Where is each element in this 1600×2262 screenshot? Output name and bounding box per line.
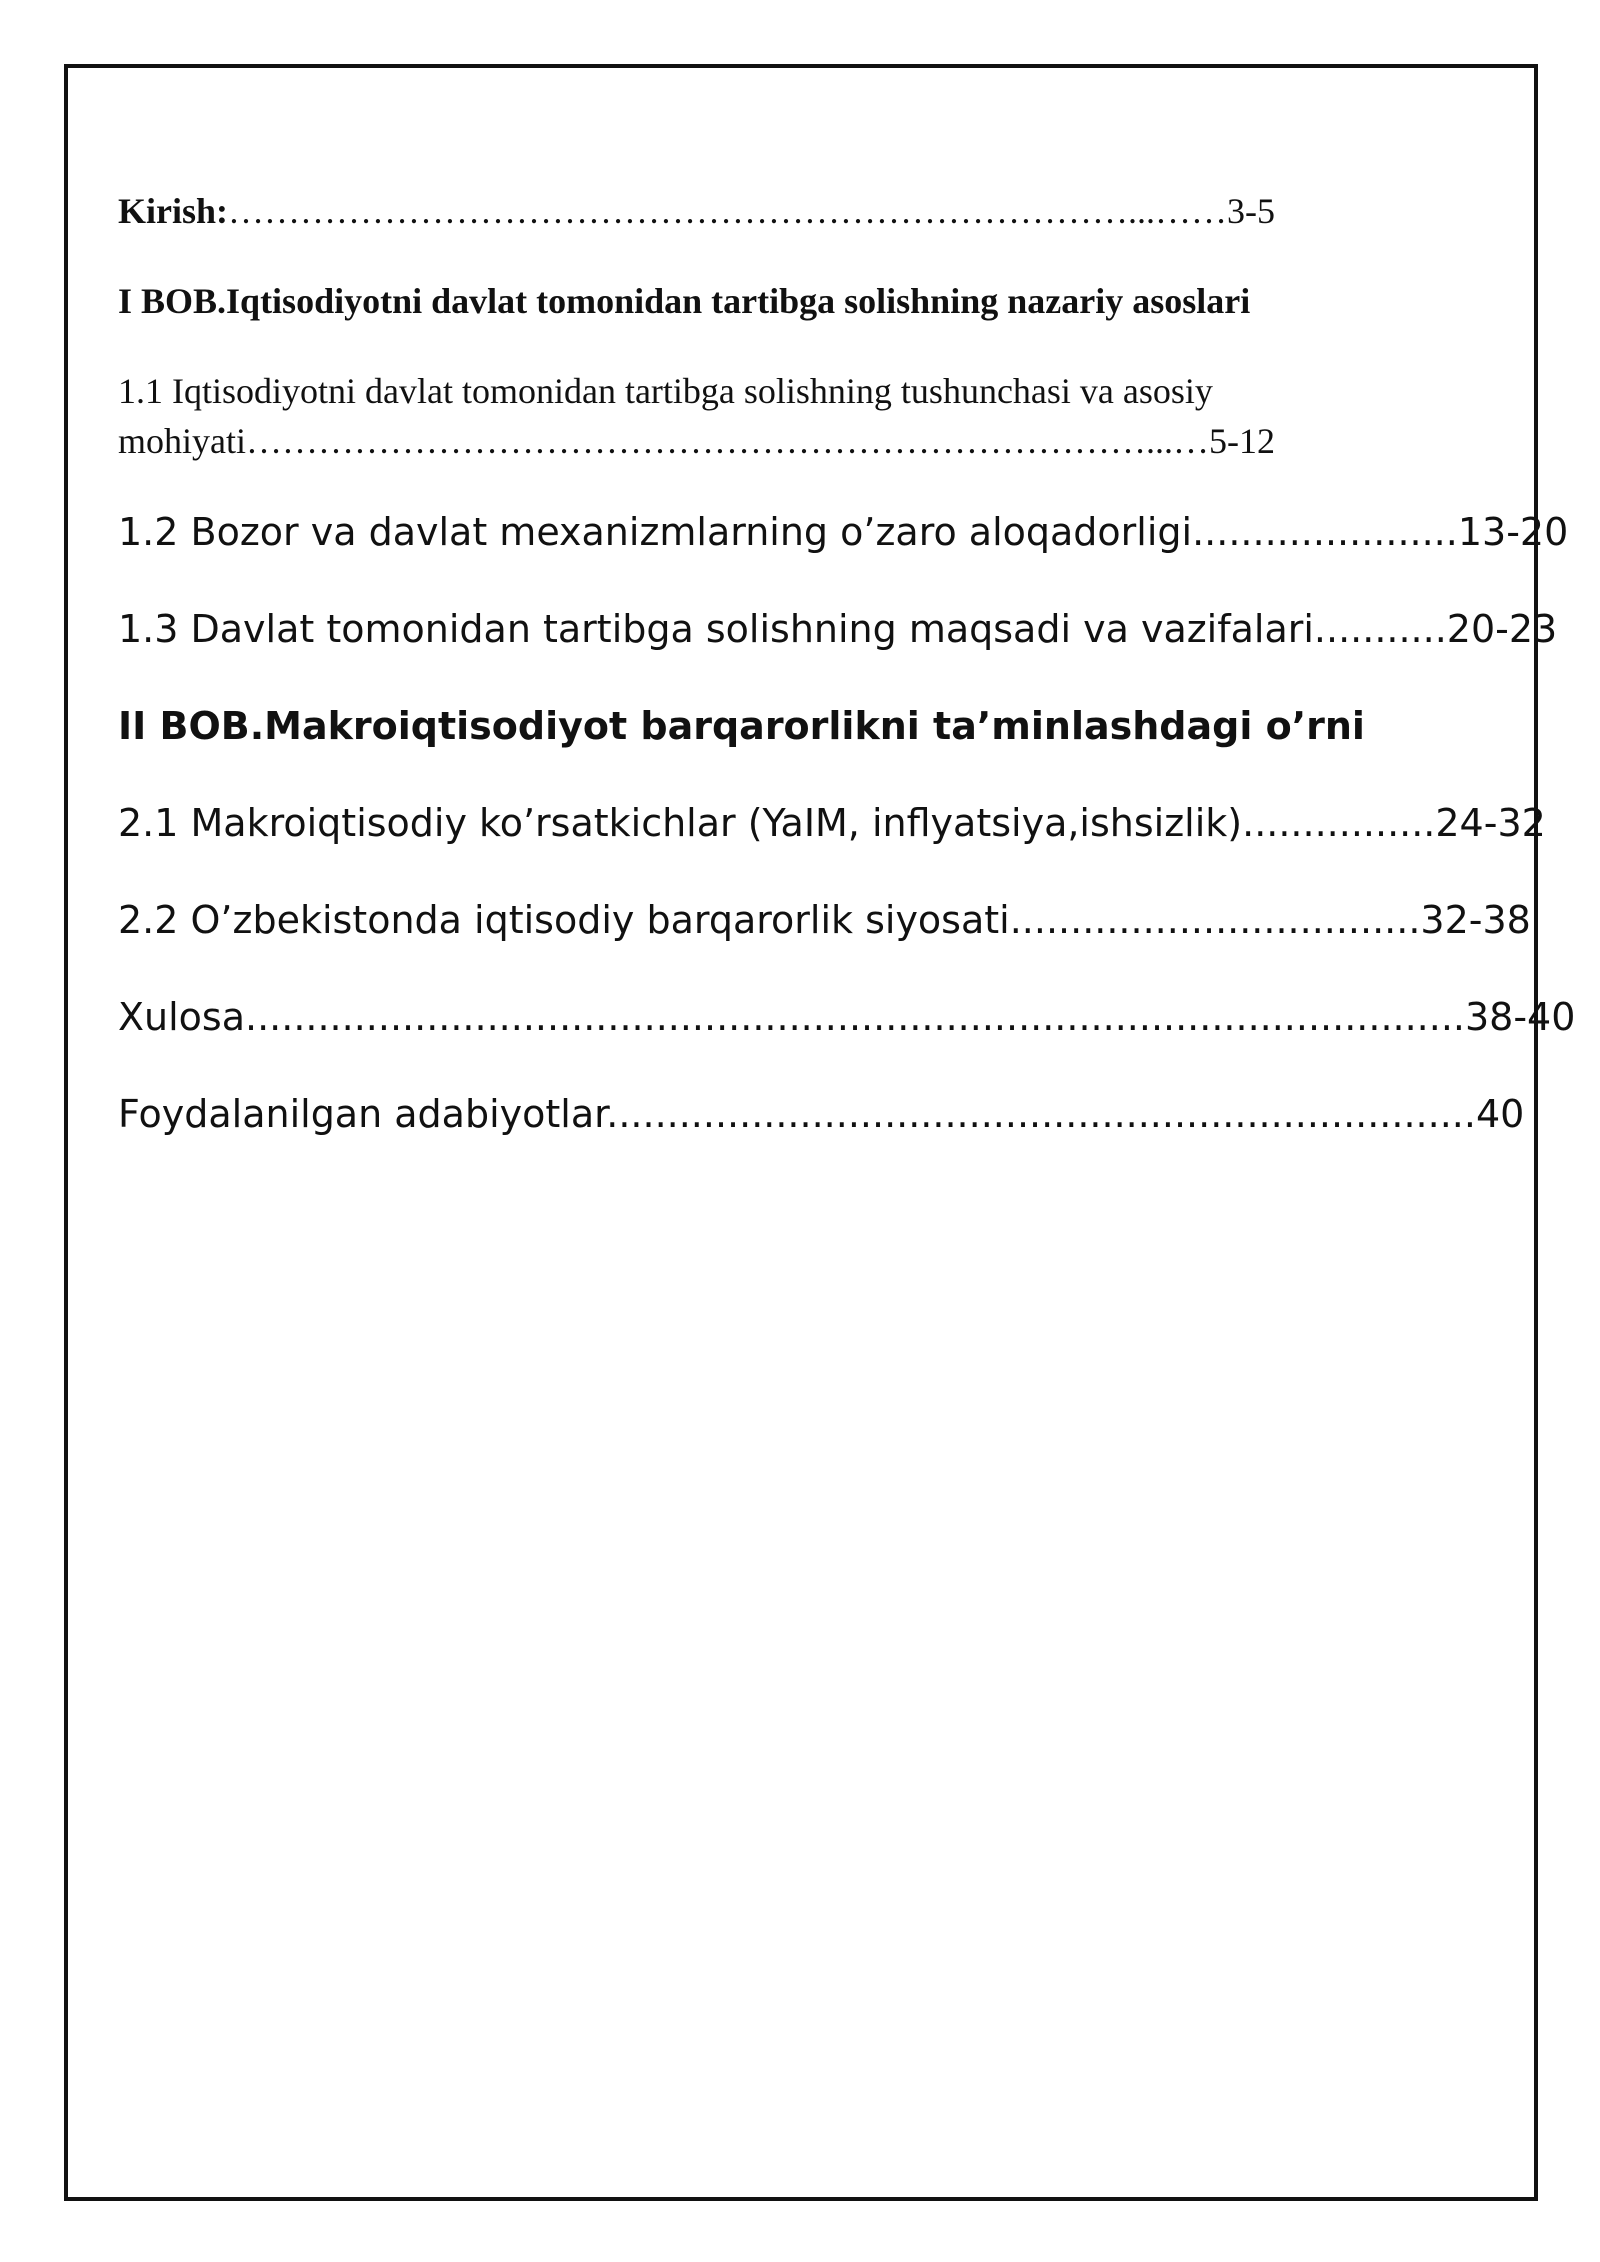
toc-section-2-2: 2.2 O’zbekistonda iqtisodiy barqarorlik siyosati..................................32-38: [118, 898, 1531, 942]
toc-section-1-2: 1.2 Bozor va davlat mexanizmlarning o’zaro aloqadorligi......................13-20: [118, 510, 1569, 554]
toc-section-1-1-line1: 1.1 Iqtisodiyotni davlat tomonidan tartibga solishning tushunchasi va asosiy: [118, 371, 1213, 411]
toc-section-1-1-line2: mohiyati…………………………………………………………………...…5-12: [118, 421, 1275, 461]
toc-kirish-leader: …………………………………………………………………...……3-5: [228, 191, 1276, 231]
toc-chapter-1-title: I BOB.Iqtisodiyotni davlat tomonidan tartibga solishning nazariy asoslari: [118, 281, 1251, 321]
toc-xulosa: Xulosa.....................................................................................................38-40: [118, 995, 1576, 1039]
toc-kirish-label: Kirish:: [118, 191, 229, 231]
toc-section-1-3: 1.3 Davlat tomonidan tartibga solishning maqsadi va vazifalari...........20-23: [118, 607, 1558, 651]
toc-entry-kirish: [118, 190, 1275, 232]
toc-adabiyotlar: Foydalanilgan adabiyotlar........................................................................40: [118, 1092, 1525, 1136]
toc-chapter-2-title: II BOB.Makroiqtisodiyot barqarorlikni ta’minlashdagi o’rni: [118, 704, 1365, 748]
toc-section-2-1: 2.1 Makroiqtisodiy ko’rsatkichlar (YaIM, inflyatsiya,ishsizlik)................24-32: [118, 801, 1546, 845]
